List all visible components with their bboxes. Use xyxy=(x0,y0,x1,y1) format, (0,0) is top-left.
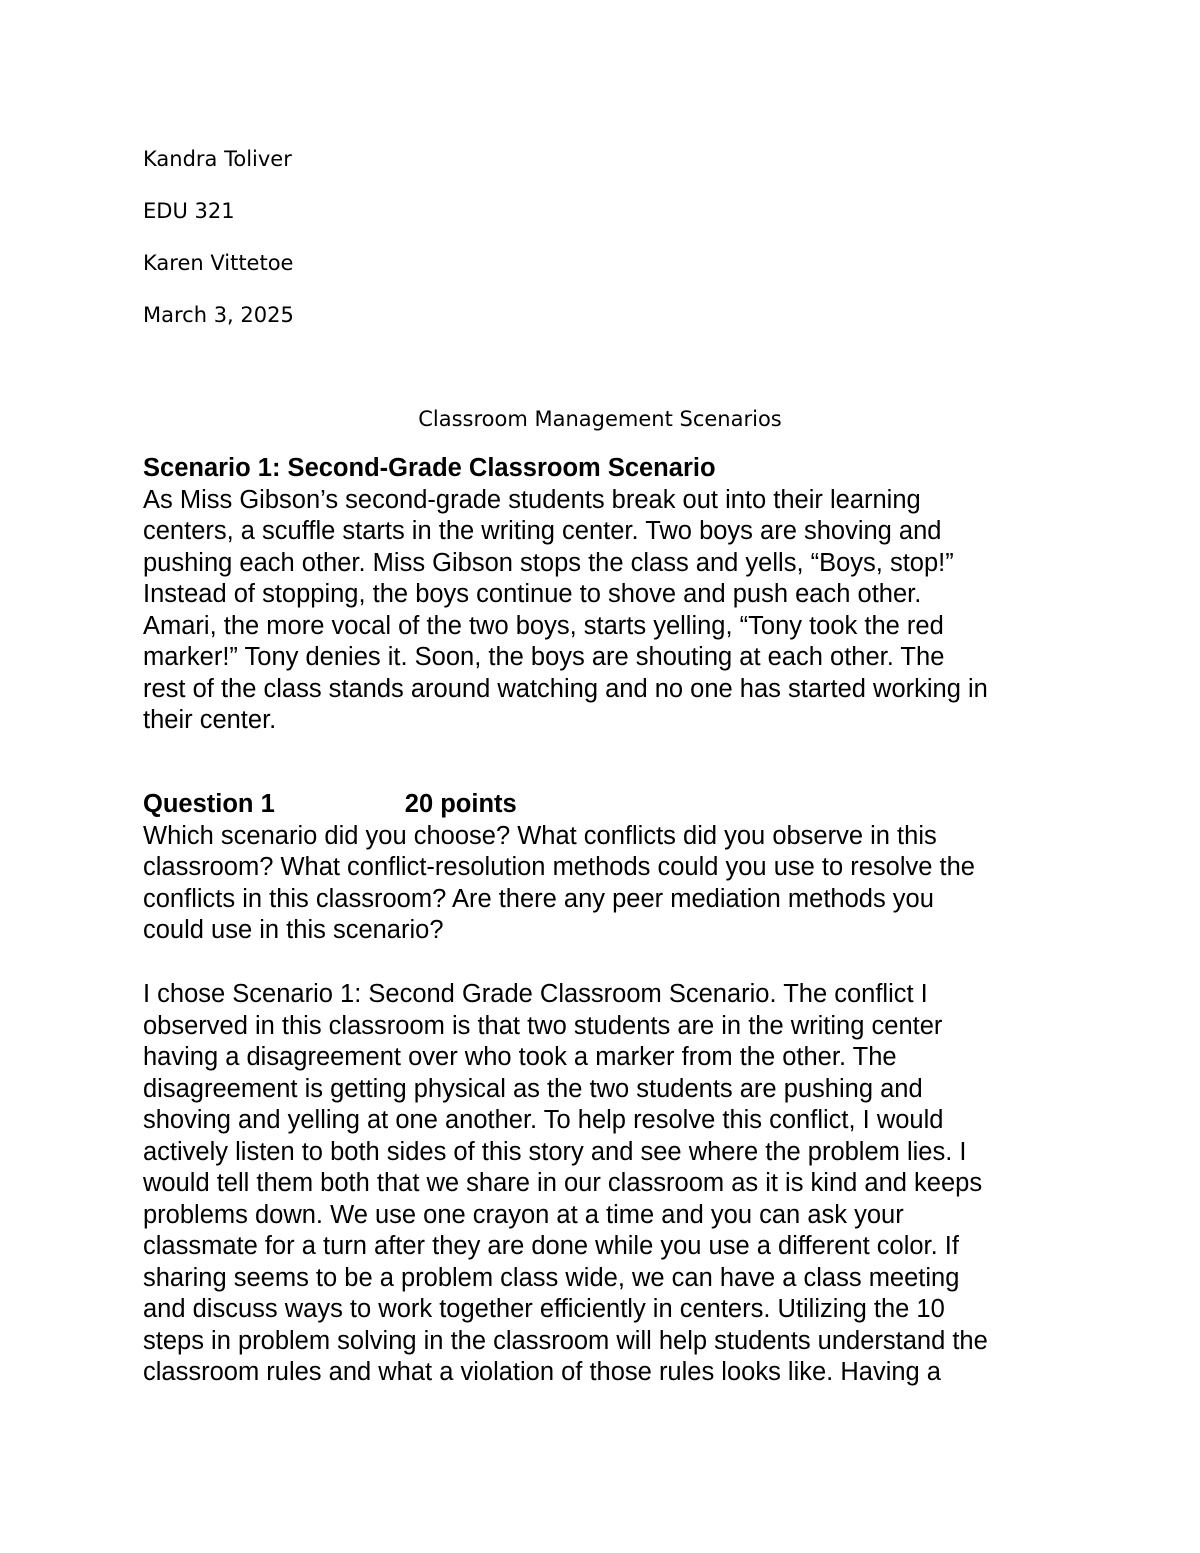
question-line: conflicts in this classroom? Are there any peer mediation methods you xyxy=(143,884,934,913)
scenario-line: As Miss Gibson’s second-grade students break out into their learning xyxy=(143,485,921,514)
question-label: Question 1 xyxy=(143,790,275,818)
question-line: could use in this scenario? xyxy=(143,916,444,944)
answer-line: problems down. We use one crayon at a time and you can ask your xyxy=(143,1200,904,1229)
scenario-line: Instead of stopping, the boys continue to shove and push each other. xyxy=(143,580,922,608)
scenario-heading: Scenario 1: Second-Grade Classroom Scenario xyxy=(143,454,716,482)
scenario-section xyxy=(143,453,1073,737)
answer-line: and discuss ways to work together efficiently in centers. Utilizing the 10 xyxy=(143,1295,945,1323)
scenario-line: pushing each other. Miss Gibson stops the class and yells, “Boys, stop!” xyxy=(143,548,954,577)
answer-line: actively listen to both sides of this story and see where the problem lies. I xyxy=(143,1137,967,1166)
answer-line: shoving and yelling at one another. To help resolve this conflict, I would xyxy=(143,1106,944,1134)
scenario-line: rest of the class stands around watching and no one has started working in xyxy=(143,674,988,703)
question-points: 20 points xyxy=(404,790,517,818)
scenario-line: Amari, the more vocal of the two boys, starts yelling, “Tony took the red xyxy=(143,611,944,640)
answer-line: would tell them both that we share in our classroom as it is kind and keeps xyxy=(143,1169,983,1197)
answer-line: classroom rules and what a violation of those rules looks like. Having a xyxy=(143,1358,941,1386)
answer-line: disagreement is getting physical as the two students are pushing and xyxy=(143,1074,923,1103)
scenario-line: their center. xyxy=(143,706,277,734)
question-line: Which scenario did you choose? What conflicts did you observe in this xyxy=(143,821,937,850)
scenario-line: marker!” Tony denies it. Soon, the boys are shouting at each other. The xyxy=(143,643,945,671)
question-section xyxy=(143,789,1073,947)
course-code: EDU 321 xyxy=(143,199,235,223)
answer-line: classmate for a turn after they are done while you use a different color. If xyxy=(143,1232,959,1260)
answer-line: sharing seems to be a problem class wide, we can have a class meeting xyxy=(143,1263,960,1292)
answer-line: observed in this classroom is that two students are in the writing center xyxy=(143,1011,943,1040)
student-name: Kandra Toliver xyxy=(143,147,292,171)
question-line: classroom? What conflict-resolution methods could you use to resolve the xyxy=(143,853,975,881)
document-title: Classroom Management Scenarios xyxy=(418,407,782,431)
answer-line: steps in problem solving in the classroom will help students understand the xyxy=(143,1326,988,1355)
answer-line: having a disagreement over who took a marker from the other. The xyxy=(143,1043,897,1071)
instructor-name: Karen Vittetoe xyxy=(143,251,294,275)
answer-section xyxy=(143,979,1073,1389)
answer-line: I chose Scenario 1: Second Grade Classroom Scenario. The conflict I xyxy=(143,980,928,1008)
scenario-line: centers, a scuffle starts in the writing center. Two boys are shoving and xyxy=(143,517,942,545)
submission-date: March 3, 2025 xyxy=(143,303,294,327)
question-heading xyxy=(143,789,1073,821)
